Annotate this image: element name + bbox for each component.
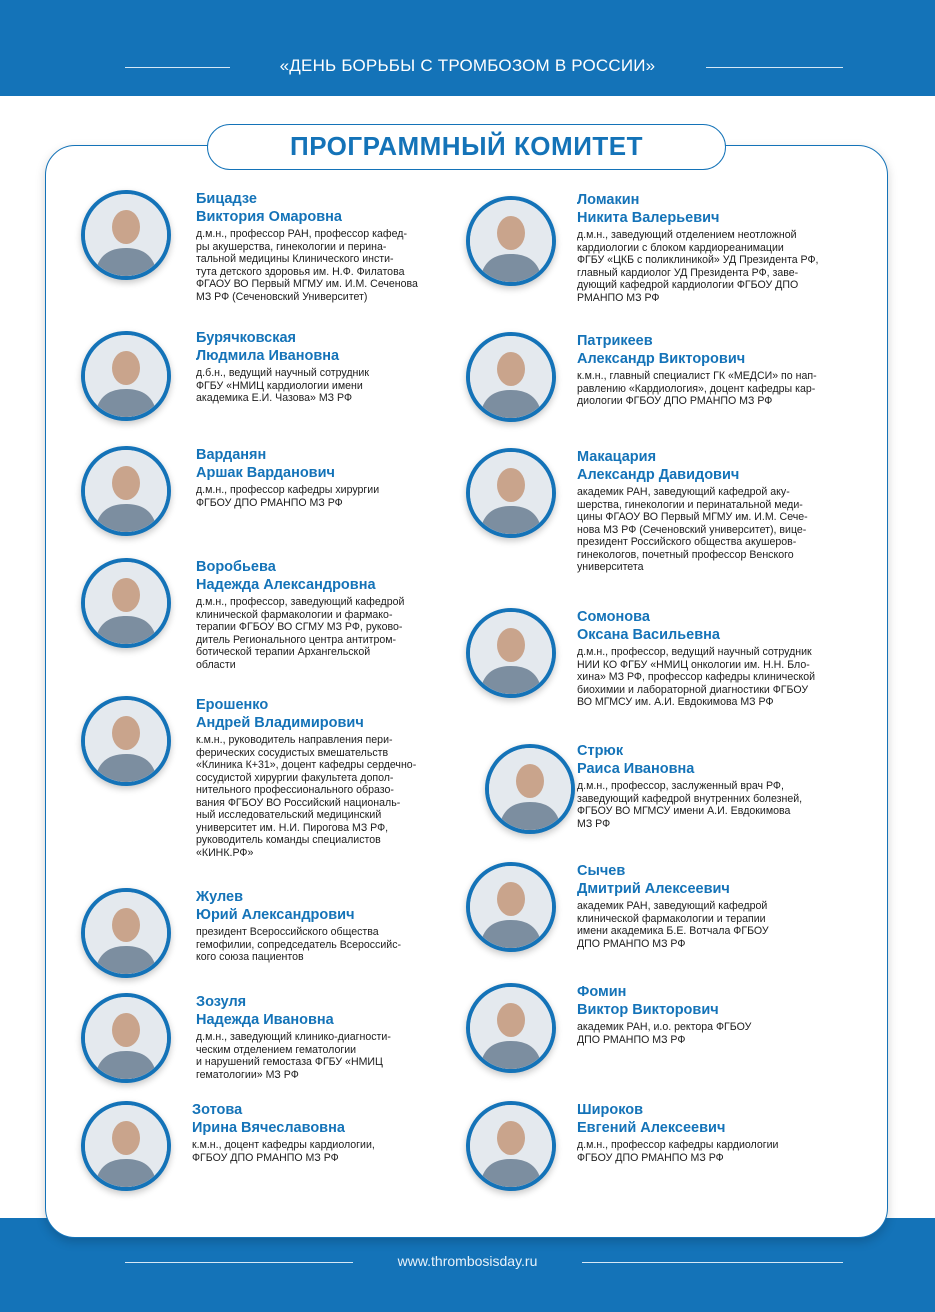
committee-member — [577, 448, 877, 574]
committee-member — [577, 862, 877, 950]
portrait-photo — [466, 1101, 556, 1191]
member-surname: Варданян — [196, 447, 267, 463]
member-description: к.м.н., руководитель направления пери- ферических сосудистых вмешательств «Клиника К+31», доцент кафедры сердечно- сосудистой хирургии факультета допол- нительного профессионального образо- вания ФГБОУ ВО Российский националь- ный исследовательский медицинский университет им. Н.И. Пирогова МЗ РФ, руководитель команды специалистов «КИНК.РФ» — [196, 734, 417, 859]
member-description: д.м.н., профессор, ведущий научный сотрудник НИИ КО ФГБУ «НМИЦ онкологии им. Н.Н. Бло- хина» МЗ РФ, профессор кафедры клинической биохимии и лабораторной диагностики ФГБОУ ВО МГМСУ им. А.И. Евдокимова МЗ РФ — [577, 646, 816, 708]
committee-member — [192, 1101, 462, 1164]
committee-member — [196, 558, 466, 671]
member-surname: Широков — [577, 1102, 644, 1118]
portrait-photo — [81, 331, 171, 421]
member-name: Людмила Ивановна — [196, 348, 340, 364]
committee-member — [196, 329, 466, 405]
portrait-photo — [466, 608, 556, 698]
member-surname: Зозуля — [196, 994, 247, 1010]
member-description: д.б.н., ведущий научный сотрудник ФГБУ «НМИЦ кардиологии имени академика Е.И. Чазова» МЗ РФ — [196, 367, 369, 404]
portrait-photo — [466, 448, 556, 538]
portrait-photo — [466, 196, 556, 286]
member-name: Аршак Варданович — [196, 465, 335, 481]
member-name: Александр Викторович — [577, 351, 746, 367]
committee-member — [577, 983, 877, 1046]
committee-member — [577, 332, 877, 408]
committee-member — [577, 742, 877, 830]
event-title: «ДЕНЬ БОРЬБЫ С ТРОМБОЗОМ В РОССИИ» — [279, 56, 656, 75]
member-surname: Стрюк — [577, 743, 624, 759]
member-name: Оксана Васильевна — [577, 627, 720, 643]
member-description: д.м.н., заведующий клинико-диагности- ческим отделением гематологии и нарушений гемостаза ФГБУ «НМИЦ гематологии» МЗ РФ — [196, 1031, 391, 1081]
member-name: Юрий Александрович — [196, 907, 355, 923]
member-name: Андрей Владимирович — [196, 715, 364, 731]
member-name: Дмитрий Алексеевич — [577, 881, 730, 897]
member-surname: Ломакин — [577, 192, 640, 208]
member-surname: Бурячковская — [196, 330, 296, 346]
portrait-photo — [81, 1101, 171, 1191]
member-description: д.м.н., профессор кафедры кардиологии ФГБОУ ДПО РМАНПО МЗ РФ — [577, 1139, 779, 1164]
member-name: Никита Валерьевич — [577, 210, 720, 226]
member-name: Надежда Ивановна — [196, 1012, 334, 1028]
member-surname: Фомин — [577, 984, 627, 1000]
member-description: д.м.н., заведующий отделением неотложной кардиологии с блоком кардиореанимации ФГБУ «ЦКБ с поликлиникой» УД Президента РФ, главный кардиолог УД Президента РФ, заве- дующий кафедрой кардиологии ФГБОУ ДПО РМАНПО МЗ РФ — [577, 229, 819, 304]
website-link[interactable]: www.thrombosisday.ru — [397, 1253, 538, 1269]
section-title: ПРОГРАММНЫЙ КОМИТЕТ — [290, 131, 643, 161]
member-description: академик РАН, и.о. ректора ФГБОУ ДПО РМАНПО МЗ РФ — [577, 1021, 752, 1046]
portrait-photo — [81, 190, 171, 280]
member-surname: Жулев — [196, 889, 243, 905]
portrait-photo — [81, 993, 171, 1083]
committee-member — [577, 608, 877, 709]
portrait-photo — [81, 446, 171, 536]
member-description: к.м.н., доцент кафедры кардиологии, ФГБОУ ДПО РМАНПО МЗ РФ — [192, 1139, 375, 1164]
member-description: д.м.н., профессор, заведующий кафедрой клинической фармакологии и фармако- терапии ФГБОУ ВО СГМУ МЗ РФ, руково- дитель Регионального центра антитром- ботической терапии Архангельской области — [196, 596, 405, 671]
member-name: Ирина Вячеславовна — [192, 1120, 345, 1136]
member-name: Надежда Александровна — [196, 577, 376, 593]
committee-member — [196, 446, 466, 509]
portrait-photo — [81, 888, 171, 978]
committee-member — [196, 696, 466, 859]
member-name: Евгений Алексеевич — [577, 1120, 726, 1136]
member-surname: Бицадзе — [196, 191, 257, 207]
member-description: к.м.н., главный специалист ГК «МЕДСИ» по нап- равлению «Кардиология», доцент кафедры кар- диологии ФГБОУ ДПО РМАНПО МЗ РФ — [577, 370, 817, 407]
portrait-photo — [466, 983, 556, 1073]
member-surname: Патрикеев — [577, 333, 653, 349]
committee-member — [196, 993, 466, 1081]
member-description: д.м.н., профессор РАН, профессор кафед- ры акушерства, гинекологии и перина- тальной медицины Клинического инсти- тута детского здоровья им. Н.Ф. Филатова ФГАОУ ВО Первый МГМУ им. И.М. Сеченова МЗ РФ (Сеченовский Университет) — [196, 228, 418, 303]
member-description: академик РАН, заведующий кафедрой клинической фармакологии и терапии имени академика Б.Е. Вотчала ФГБОУ ДПО РМАНПО МЗ РФ — [577, 900, 769, 950]
member-name: Раиса Ивановна — [577, 761, 695, 777]
header-band — [0, 0, 935, 96]
member-surname: Макацария — [577, 449, 657, 465]
member-surname: Сычев — [577, 863, 626, 879]
member-surname: Воробьева — [196, 559, 276, 575]
committee-member — [577, 1101, 877, 1164]
member-surname: Ерошенко — [196, 697, 269, 713]
portrait-photo — [81, 558, 171, 648]
member-name: Александр Давидович — [577, 467, 740, 483]
member-name: Виктория Омаровна — [196, 209, 342, 225]
member-surname: Зотова — [192, 1102, 243, 1118]
member-description: д.м.н., профессор кафедры хирургии ФГБОУ ДПО РМАНПО МЗ РФ — [196, 484, 380, 509]
member-description: президент Всероссийского общества гемофилии, сопредседатель Всероссийс- кого союза пациентов — [196, 926, 402, 963]
committee-member — [196, 190, 466, 303]
committee-member — [577, 191, 877, 304]
member-surname: Сомонова — [577, 609, 650, 625]
member-description: академик РАН, заведующий кафедрой аку- шерства, гинекологии и перинатальной меди- цины ФГАОУ ВО Первый МГМУ им. И.М. Сече- нова МЗ РФ (Сеченовский университет), вице- президент Российского общества акушеров- гинекологов, почетный профессор Венского университета — [577, 486, 808, 573]
portrait-photo — [466, 332, 556, 422]
portrait-photo — [81, 696, 171, 786]
member-name: Виктор Викторович — [577, 1002, 719, 1018]
portrait-photo — [466, 862, 556, 952]
portrait-photo — [485, 744, 575, 834]
member-description: д.м.н., профессор, заслуженный врач РФ, заведующий кафедрой внутренних болезней, ФГБОУ ВО МГМСУ имени А.И. Евдокимова МЗ РФ — [577, 780, 803, 830]
committee-member — [196, 888, 466, 964]
